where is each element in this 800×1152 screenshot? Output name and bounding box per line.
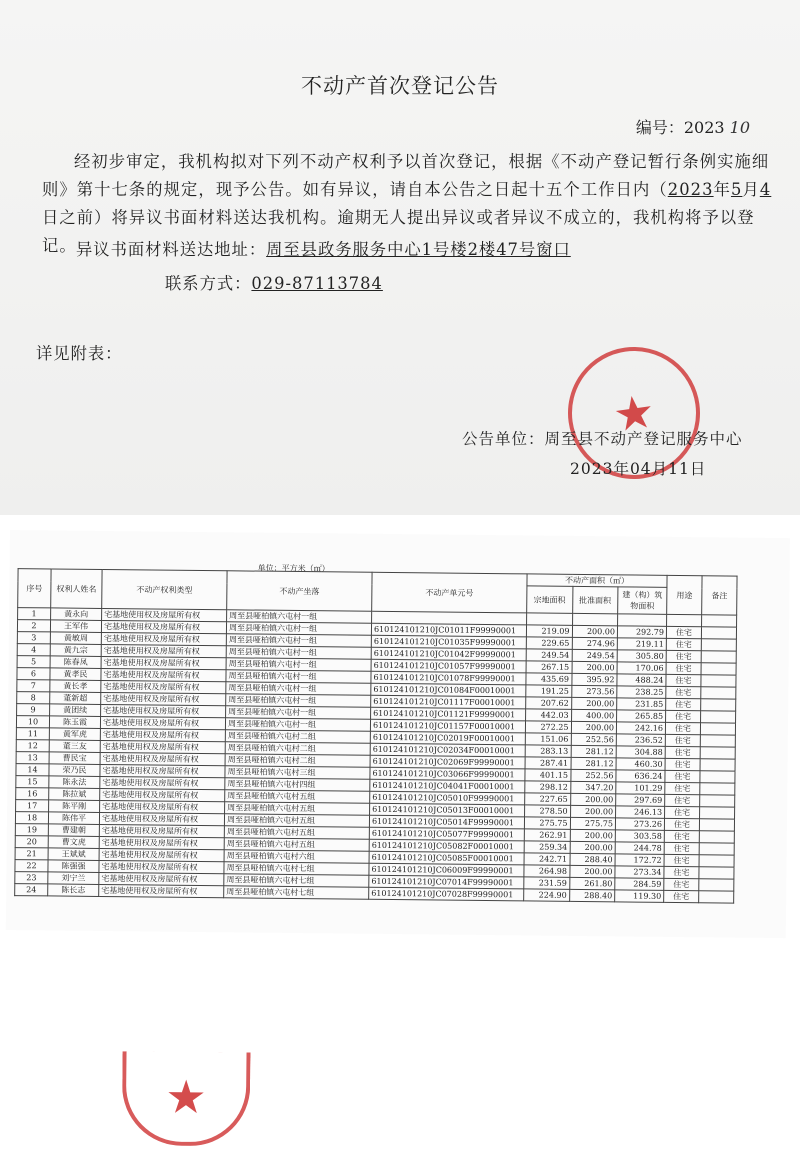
cell-loc: 周至县哑柏镇六屯村一组	[226, 634, 371, 648]
doc-no-handwritten: 10	[729, 118, 750, 137]
cell-approved: 252.56	[570, 769, 616, 781]
cell-land: 231.59	[524, 877, 570, 889]
cell-remark	[700, 735, 735, 747]
cell-loc: 周至县哑柏镇六屯村五组	[225, 802, 370, 816]
cell-land: 259.34	[524, 841, 570, 853]
cell-approved: 347.20	[570, 781, 616, 793]
cell-building: 219.11	[617, 638, 666, 651]
unit-value: 周至县不动产登记服务中心	[544, 430, 743, 448]
cell-use: 住宅	[666, 698, 701, 710]
cell-unit: 610124101210JC01117F00010001	[371, 695, 526, 709]
cell-owner: 黄长孝	[50, 680, 101, 693]
cell-remark	[701, 639, 736, 651]
col-right-type: 不动产权利类型	[102, 569, 227, 609]
notice-sheet	[0, 0, 800, 515]
cell-type: 宅基地使用权及房屋所有权	[101, 692, 226, 705]
cell-owner: 王军伟	[50, 620, 101, 633]
cell-approved: 200.00	[570, 841, 616, 853]
cell-seq: 8	[17, 692, 50, 704]
cell-remark	[699, 867, 734, 879]
cell-owner: 黄孝民	[50, 668, 101, 681]
cell-unit: 610124101210JC02069F99990001	[370, 755, 525, 769]
cell-type: 宅基地使用权及房屋所有权	[100, 788, 225, 801]
cell-approved: 275.75	[570, 817, 616, 829]
cell-approved: 274.96	[572, 637, 618, 649]
objection-address	[76, 236, 571, 260]
cell-remark	[699, 891, 734, 903]
cell-remark	[699, 843, 734, 855]
cell-owner: 陈强强	[48, 860, 99, 873]
cell-unit: 610124101210JC01157F00010001	[370, 719, 525, 733]
cell-use	[667, 614, 702, 626]
cell-use: 住宅	[665, 782, 700, 794]
cell-approved: 200.00	[572, 661, 618, 673]
cell-type: 宅基地使用权及房屋所有权	[99, 884, 224, 897]
cell-owner: 曹建朝	[48, 824, 99, 837]
cell-loc: 周至县哑柏镇六屯村六组	[224, 850, 369, 864]
deadline-year: 2023	[667, 180, 714, 199]
cell-unit: 610124101210JC01057F99990001	[371, 659, 526, 673]
cell-unit: 610124101210JC07014F99990001	[369, 875, 524, 889]
cell-use: 住宅	[664, 842, 699, 854]
cell-unit: 610124101210JC05077F99990001	[369, 827, 524, 841]
cell-building: 236.52	[616, 734, 665, 747]
cell-loc: 周至县哑柏镇六屯村一组	[226, 694, 371, 708]
attachment-sheet	[6, 530, 790, 1125]
cell-approved: 200.00	[569, 865, 615, 877]
cell-use: 住宅	[665, 734, 700, 746]
cell-remark	[699, 855, 734, 867]
cell-remark	[699, 831, 734, 843]
cell-unit: 610124101210JC05082F00010001	[369, 839, 524, 853]
cell-approved: 395.92	[571, 673, 617, 685]
cell-type: 宅基地使用权及房屋所有权	[99, 860, 224, 873]
col-location: 不动产坐落	[227, 571, 372, 612]
cell-use: 住宅	[666, 662, 701, 674]
cell-loc: 周至县哑柏镇六屯村二组	[225, 754, 370, 768]
cell-loc: 周至县哑柏镇六屯村一组	[225, 718, 370, 732]
phone-label: 联系方式：	[165, 274, 252, 293]
cell-unit: 610124101210JC05013F00010001	[370, 803, 525, 817]
cell-seq: 18	[15, 812, 48, 824]
cell-loc: 周至县哑柏镇六屯村七组	[224, 886, 369, 900]
official-seal-partial	[122, 1051, 251, 1146]
cell-unit: 610124101210JC01084F00010001	[371, 683, 526, 697]
cell-loc: 周至县哑柏镇六屯村二组	[225, 730, 370, 744]
col-area-group: 不动产面积（㎡）	[527, 574, 667, 587]
cell-seq: 7	[17, 680, 50, 692]
registration-table	[14, 568, 737, 904]
cell-building: 265.85	[617, 710, 666, 723]
day-char: 日之前）	[42, 208, 112, 227]
cell-remark	[701, 687, 736, 699]
cell-land: 435.69	[526, 673, 572, 685]
cell-seq: 21	[15, 848, 48, 860]
doc-no-value: 2023	[683, 118, 725, 137]
cell-owner: 董新超	[50, 692, 101, 705]
address-value: 周至县政务服务中心1号楼2楼47号窗口	[266, 240, 571, 259]
notice-date: 2023年04月11日	[570, 460, 707, 478]
cell-unit: 610124101210JC05014F99990001	[369, 815, 524, 829]
cell-building: 636.24	[616, 770, 665, 783]
cell-land: 278.50	[525, 805, 571, 817]
cell-building: 292.79	[617, 626, 666, 639]
cell-use: 住宅	[664, 878, 699, 890]
cell-type: 宅基地使用权及房屋所有权	[99, 836, 224, 849]
cell-owner: 陈拉斌	[49, 788, 100, 801]
col-approved-area: 批准面积	[572, 586, 618, 613]
cell-building: 246.13	[616, 806, 665, 819]
cell-type: 宅基地使用权及房屋所有权	[101, 656, 226, 669]
cell-loc: 周至县哑柏镇六屯村五组	[224, 814, 369, 828]
cell-building: 273.34	[615, 866, 664, 879]
cell-land: 242.71	[524, 853, 570, 865]
cell-use: 住宅	[665, 758, 700, 770]
cell-seq: 15	[16, 776, 49, 788]
cell-seq: 11	[16, 728, 49, 740]
cell-land: 207.62	[526, 697, 572, 709]
cell-use: 住宅	[665, 794, 700, 806]
cell-approved: 281.12	[571, 745, 617, 757]
cell-use: 住宅	[666, 638, 701, 650]
cell-unit: 610124101210JC07028F99990001	[369, 887, 524, 901]
cell-type: 宅基地使用权及房屋所有权	[100, 764, 225, 777]
cell-remark	[701, 711, 736, 723]
cell-remark	[700, 759, 735, 771]
see-attachment: 详见附表：	[36, 344, 123, 363]
cell-remark	[701, 627, 736, 639]
cell-owner: 陈平刚	[49, 800, 100, 813]
cell-remark	[699, 819, 734, 831]
cell-unit: 610124101210JC05085F00010001	[369, 851, 524, 865]
cell-seq: 3	[17, 632, 50, 644]
cell-seq: 16	[16, 788, 49, 800]
cell-remark	[701, 663, 736, 675]
cell-unit: 610124101210JC01035F99990001	[371, 635, 526, 649]
unit-note: 单位：平方米（㎡）	[257, 563, 330, 574]
cell-seq: 24	[15, 884, 48, 896]
cell-owner: 陈玉霞	[49, 716, 100, 729]
cell-approved: 200.00	[570, 793, 616, 805]
cell-use: 住宅	[666, 674, 701, 686]
cell-approved: 200.00	[572, 625, 618, 637]
deadline-day: 4	[759, 180, 772, 199]
cell-unit: 610124101210JC01011F99990001	[371, 623, 526, 637]
cell-seq: 1	[18, 608, 51, 620]
cell-approved: 273.56	[571, 685, 617, 697]
cell-remark	[700, 747, 735, 759]
cell-type: 宅基地使用权及房屋所有权	[101, 632, 226, 645]
cell-type: 宅基地使用权及房屋所有权	[102, 608, 227, 621]
cell-owner: 黄永向	[51, 608, 102, 621]
cell-owner: 荣乃民	[49, 764, 100, 777]
cell-seq: 22	[15, 860, 48, 872]
cell-seq: 14	[16, 764, 49, 776]
cell-owner: 曹民宝	[49, 752, 100, 765]
cell-use: 住宅	[665, 746, 700, 758]
issuing-unit	[462, 427, 743, 449]
cell-building: 460.30	[616, 758, 665, 771]
col-building-area: 建（构）筑物面积	[618, 587, 667, 615]
notice-title: 不动产首次登记公告	[301, 74, 499, 98]
cell-land: 262.91	[524, 829, 570, 841]
cell-remark	[700, 723, 735, 735]
cell-seq: 23	[15, 872, 48, 884]
cell-land: 442.03	[526, 709, 572, 721]
cell-type: 宅基地使用权及房屋所有权	[99, 872, 224, 885]
doc-no-label: 编号：	[635, 118, 684, 137]
cell-land: 219.09	[526, 625, 572, 637]
cell-building: 304.88	[616, 746, 665, 759]
cell-building: 170.06	[617, 662, 666, 675]
cell-seq: 10	[16, 716, 49, 728]
cell-land: 267.15	[526, 661, 572, 673]
cell-building: 305.80	[617, 650, 666, 663]
cell-loc: 周至县哑柏镇六屯村三组	[225, 766, 370, 780]
cell-owner: 黄团续	[50, 704, 101, 717]
cell-owner: 王斌斌	[48, 848, 99, 861]
col-unit-no: 不动产单元号	[372, 572, 527, 613]
cell-building: 101.29	[616, 782, 665, 795]
cell-approved: 200.00	[571, 697, 617, 709]
cell-land: 151.06	[525, 733, 571, 745]
cell-remark	[699, 879, 734, 891]
unit-label: 公告单位：	[462, 430, 545, 448]
cell-loc: 周至县哑柏镇六屯村五组	[224, 838, 369, 852]
contact-phone	[165, 270, 383, 294]
cell-owner: 陈伟平	[48, 812, 99, 825]
cell-owner: 黄九宗	[50, 644, 101, 657]
cell-loc: 周至县哑柏镇六屯村一组	[226, 622, 371, 636]
cell-type: 宅基地使用权及房屋所有权	[100, 752, 225, 765]
cell-land: 227.65	[525, 793, 571, 805]
cell-building: 119.30	[615, 890, 664, 903]
cell-loc: 周至县哑柏镇六屯村一组	[227, 610, 372, 624]
cell-type: 宅基地使用权及房屋所有权	[99, 812, 224, 825]
cell-use: 住宅	[666, 686, 701, 698]
cell-seq: 6	[17, 668, 50, 680]
deadline-month: 5	[730, 180, 743, 199]
cell-type: 宅基地使用权及房屋所有权	[99, 824, 224, 837]
cell-land: 298.12	[525, 781, 571, 793]
cell-building: 238.25	[617, 686, 666, 699]
cell-land: 249.54	[526, 649, 572, 661]
cell-owner: 刘宁兰	[48, 872, 99, 885]
cell-use: 住宅	[664, 890, 699, 902]
cell-approved: 288.40	[570, 853, 616, 865]
cell-remark	[701, 651, 736, 663]
cell-approved: 288.40	[569, 889, 615, 901]
cell-unit: 610124101210JC03066F99990001	[370, 767, 525, 781]
body-text-1: 经初步审定，我机构拟对下列不动产权利予以首次登记，根据《不动产登记暂行条例实施细则》第十七条的规定，现予公告。如有异议，请自本公告之日起十五个工作日内（	[42, 152, 770, 199]
body-text-2: 将异议书面材料送达我机构。逾期无人提出异议或者异议不成立的，我机构将予以登记。	[42, 208, 755, 255]
cell-owner: 陈长志	[48, 884, 99, 897]
cell-building: 303.58	[615, 830, 664, 843]
cell-building: 244.78	[615, 842, 664, 855]
cell-land: 287.41	[525, 757, 571, 769]
cell-land: 283.13	[525, 745, 571, 757]
seal-star-icon: ★	[609, 383, 659, 443]
cell-type: 宅基地使用权及房屋所有权	[101, 620, 226, 633]
cell-type: 宅基地使用权及房屋所有权	[101, 704, 226, 717]
cell-seq: 9	[17, 704, 50, 716]
cell-land: 191.25	[526, 685, 572, 697]
cell-loc: 周至县哑柏镇六屯村四组	[225, 778, 370, 792]
cell-approved: 200.00	[571, 721, 617, 733]
cell-owner: 董三友	[49, 740, 100, 753]
cell-building: 297.69	[616, 794, 665, 807]
address-label: 异议书面材料送达地址：	[76, 240, 267, 259]
cell-loc: 周至县哑柏镇六屯村五组	[225, 790, 370, 804]
col-use: 用途	[667, 575, 702, 614]
cell-use: 住宅	[664, 818, 699, 830]
cell-owner: 陈永法	[49, 776, 100, 789]
cell-unit: 610124101210JC01078F99990001	[371, 671, 526, 685]
cell-approved: 200.00	[570, 805, 616, 817]
cell-unit: 610124101210JC04041F00010001	[370, 779, 525, 793]
cell-type: 宅基地使用权及房屋所有权	[101, 680, 226, 693]
cell-land: 275.75	[524, 817, 570, 829]
cell-use: 住宅	[666, 650, 701, 662]
cell-seq: 5	[17, 656, 50, 668]
cell-owner: 曹文虎	[48, 836, 99, 849]
cell-owner: 黄敏周	[50, 632, 101, 645]
seal-star-icon: ★	[165, 1069, 207, 1125]
cell-unit: 610124101210JC02019F00010001	[370, 731, 525, 745]
col-land-area: 宗地面积	[527, 586, 573, 613]
cell-owner: 陈春凤	[50, 656, 101, 669]
cell-type: 宅基地使用权及房屋所有权	[101, 644, 226, 657]
cell-loc: 周至县哑柏镇六屯村一组	[226, 682, 371, 696]
cell-type: 宅基地使用权及房屋所有权	[100, 740, 225, 753]
cell-unit: 610124101210JC05010F99990001	[370, 791, 525, 805]
cell-approved: 281.12	[571, 757, 617, 769]
cell-use: 住宅	[664, 866, 699, 878]
cell-unit: 610124101210JC06009F99990001	[369, 863, 524, 877]
cell-land: 229.65	[526, 637, 572, 649]
cell-type: 宅基地使用权及房屋所有权	[99, 848, 224, 861]
cell-remark	[700, 795, 735, 807]
cell-loc: 周至县哑柏镇六屯村一组	[226, 646, 371, 660]
col-remark: 备注	[702, 576, 737, 615]
cell-use: 住宅	[665, 722, 700, 734]
cell-approved: 200.00	[570, 829, 616, 841]
cell-building: 488.24	[617, 674, 666, 687]
cell-seq: 17	[16, 800, 49, 812]
cell-remark	[700, 783, 735, 795]
cell-remark	[700, 807, 735, 819]
cell-loc: 周至县哑柏镇六屯村二组	[225, 742, 370, 756]
cell-type: 宅基地使用权及房屋所有权	[100, 800, 225, 813]
cell-building: 284.59	[615, 878, 664, 891]
year-char: 年	[713, 180, 731, 199]
cell-approved: 400.00	[571, 709, 617, 721]
cell-type: 宅基地使用权及房屋所有权	[100, 776, 225, 789]
cell-loc: 周至县哑柏镇六屯村七组	[224, 862, 369, 876]
cell-loc: 周至县哑柏镇六屯村七组	[224, 874, 369, 888]
cell-approved	[572, 613, 618, 625]
cell-approved: 249.54	[572, 649, 618, 661]
cell-remark	[701, 675, 736, 687]
cell-unit: 610124101210JC02034F00010001	[370, 743, 525, 757]
cell-use: 住宅	[665, 806, 700, 818]
cell-seq: 2	[17, 620, 50, 632]
cell-seq: 12	[16, 740, 49, 752]
cell-remark	[702, 615, 737, 627]
cell-seq: 19	[15, 824, 48, 836]
cell-approved: 252.56	[571, 733, 617, 745]
cell-building	[618, 614, 667, 627]
cell-land: 264.98	[524, 865, 570, 877]
col-seq: 序号	[18, 569, 51, 608]
cell-loc: 周至县哑柏镇六屯村一组	[226, 706, 371, 720]
cell-use: 住宅	[664, 854, 699, 866]
phone-value: 029-87113784	[251, 274, 383, 293]
cell-seq: 20	[15, 836, 48, 848]
cell-use: 住宅	[665, 770, 700, 782]
cell-land: 401.15	[525, 769, 571, 781]
cell-building: 273.26	[615, 818, 664, 831]
cell-building: 231.85	[617, 698, 666, 711]
cell-loc: 周至县哑柏镇六屯村五组	[224, 826, 369, 840]
cell-unit: 610124101210JC01121F99990001	[371, 707, 526, 721]
cell-use: 住宅	[666, 710, 701, 722]
document-number	[636, 115, 750, 138]
cell-building: 242.16	[616, 722, 665, 735]
cell-land: 224.90	[524, 889, 570, 901]
cell-unit: 610124101210JC01042F99990001	[371, 647, 526, 661]
cell-seq: 4	[17, 644, 50, 656]
cell-remark	[700, 771, 735, 783]
cell-type: 宅基地使用权及房屋所有权	[100, 716, 225, 729]
cell-owner: 黄军虎	[49, 728, 100, 741]
cell-use: 住宅	[664, 830, 699, 842]
cell-type: 宅基地使用权及房屋所有权	[101, 668, 226, 681]
cell-land: 272.25	[525, 721, 571, 733]
cell-building: 172.72	[615, 854, 664, 867]
cell-type: 宅基地使用权及房屋所有权	[100, 728, 225, 741]
cell-approved: 261.80	[569, 877, 615, 889]
col-owner: 权利人姓名	[51, 569, 102, 609]
cell-remark	[701, 699, 736, 711]
cell-use: 住宅	[666, 626, 701, 638]
cell-land	[527, 613, 573, 625]
cell-loc: 周至县哑柏镇六屯村一组	[226, 658, 371, 672]
cell-seq: 13	[16, 752, 49, 764]
cell-loc: 周至县哑柏镇六屯村一组	[226, 670, 371, 684]
month-char: 月	[742, 180, 760, 199]
